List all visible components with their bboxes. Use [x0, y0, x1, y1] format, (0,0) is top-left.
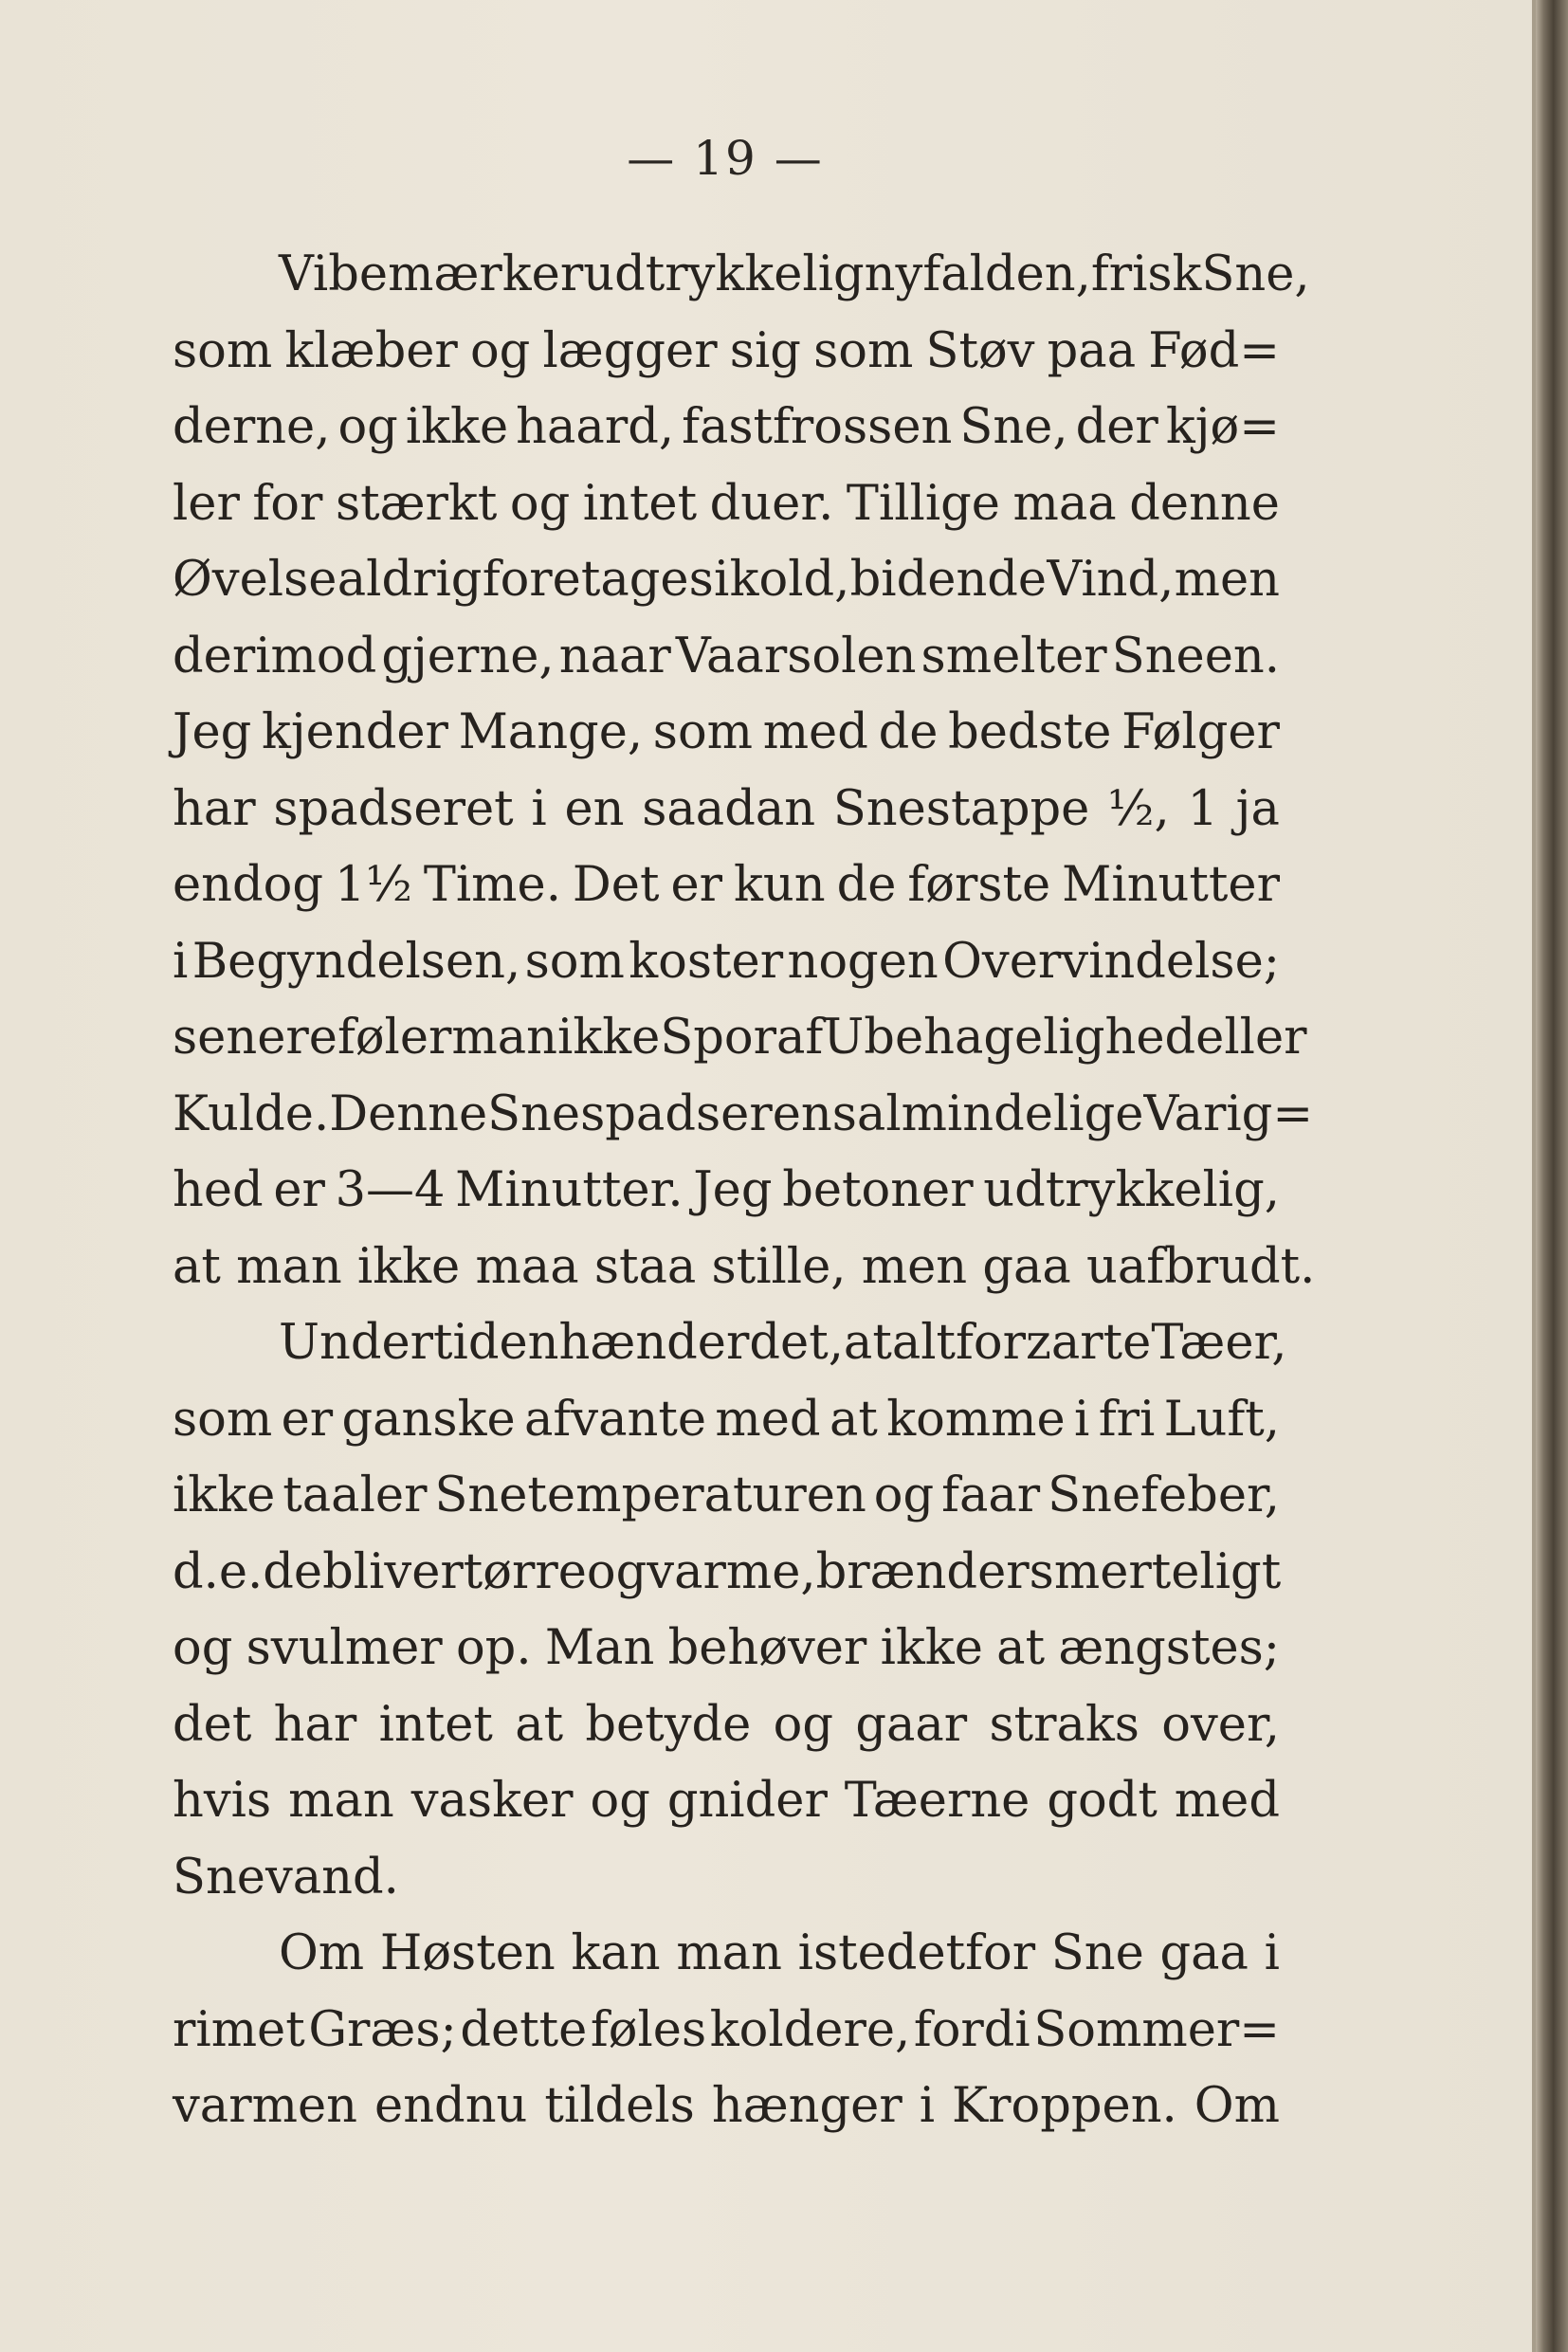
- word: Denne: [329, 1085, 488, 1142]
- text-line: [173, 772, 1280, 848]
- text-line: [173, 237, 1310, 314]
- word: senere: [173, 1010, 337, 1066]
- word: med: [1174, 1773, 1280, 1829]
- word: zarte: [1026, 1315, 1152, 1371]
- text-line: [173, 1993, 1280, 2069]
- word: og: [586, 1543, 647, 1600]
- text-line: [173, 2069, 1280, 2145]
- body-text: [173, 237, 1316, 2145]
- word: og: [469, 322, 531, 379]
- word: Varig=: [1143, 1085, 1314, 1142]
- word: e.: [218, 1543, 264, 1600]
- word: Undertiden: [279, 1315, 559, 1371]
- word: som: [173, 1391, 273, 1448]
- word: stærkt: [335, 475, 498, 532]
- word: kold,: [729, 552, 850, 608]
- word: har: [173, 780, 256, 837]
- book-spine: [1536, 0, 1568, 2352]
- word: Fød=: [1148, 322, 1280, 379]
- word: som: [813, 322, 914, 379]
- word: i: [1264, 1925, 1280, 1981]
- word: betoner: [782, 1162, 974, 1218]
- word: duer.: [709, 475, 834, 532]
- word: ikke: [880, 1620, 983, 1676]
- word: Spor: [660, 1010, 777, 1066]
- word: og: [337, 399, 398, 455]
- word: Tillige: [846, 475, 1000, 532]
- word: det,: [749, 1315, 844, 1371]
- word: aldrig: [337, 552, 483, 608]
- text-line: [173, 1535, 1280, 1612]
- word: og: [173, 1620, 233, 1676]
- word: Snefeber,: [1048, 1468, 1280, 1523]
- word: saadan: [642, 780, 816, 837]
- word: Høsten: [379, 1925, 556, 1981]
- word: intet: [582, 475, 698, 532]
- word: derimod: [173, 628, 377, 684]
- word: sig: [729, 322, 801, 379]
- word: man: [676, 1925, 782, 1981]
- word: eller: [1195, 1010, 1307, 1066]
- word: Vi: [279, 246, 329, 302]
- word: der: [1075, 399, 1158, 455]
- word: godt: [1047, 1773, 1158, 1829]
- word: fordi: [913, 2001, 1030, 2058]
- word: som: [524, 933, 625, 990]
- word: gaa: [1159, 1925, 1249, 1981]
- text-line: [173, 924, 1280, 1001]
- word: de: [263, 1543, 323, 1600]
- word: Sneen.: [1111, 628, 1280, 684]
- word: behøver: [667, 1620, 867, 1676]
- word: som: [173, 322, 273, 379]
- word: maa: [1012, 475, 1117, 532]
- word: Kulde.: [173, 1085, 330, 1142]
- word: varme,: [647, 1543, 816, 1600]
- word: fastfrossen: [682, 399, 953, 455]
- text-line: [173, 1153, 1280, 1230]
- text-line: [173, 1077, 1314, 1154]
- word: Minutter.: [455, 1162, 684, 1218]
- word: at: [996, 1620, 1046, 1676]
- word: dette: [460, 2001, 588, 2058]
- word: Time.: [423, 857, 561, 913]
- word: ½,: [1107, 780, 1170, 837]
- word: vasker: [410, 1773, 574, 1829]
- word: derne,: [173, 399, 331, 455]
- text-line: [173, 695, 1280, 772]
- word: har: [273, 1696, 357, 1753]
- word: Sne,: [959, 399, 1068, 455]
- text-line: [173, 1000, 1307, 1077]
- word: er: [281, 1391, 334, 1448]
- word: i: [531, 780, 547, 837]
- page-number: — 19 —: [627, 131, 824, 186]
- word: hed: [173, 1162, 264, 1218]
- word: de: [878, 704, 939, 760]
- text-line: [173, 314, 1280, 391]
- word: komme: [886, 1391, 1066, 1448]
- word: Jeg: [693, 1162, 773, 1218]
- word: haard,: [516, 399, 675, 455]
- word: Ubehagelighed: [823, 1010, 1196, 1066]
- word: d.: [173, 1543, 219, 1600]
- word: Begyndelsen,: [191, 933, 521, 990]
- word: 3—4: [335, 1162, 446, 1218]
- word: ganske: [341, 1391, 516, 1448]
- word: Snetemperaturen: [434, 1468, 866, 1523]
- word: Støv: [925, 322, 1035, 379]
- word: ikke: [173, 1468, 276, 1523]
- word: bidende: [849, 552, 1048, 608]
- word: Om: [279, 1925, 365, 1981]
- word: er: [273, 1162, 325, 1218]
- word: Kroppen.: [952, 2078, 1177, 2134]
- word: bemærker: [328, 246, 584, 302]
- word: Snestappe: [832, 780, 1090, 837]
- word: kun: [734, 857, 826, 913]
- word: faar: [941, 1468, 1041, 1523]
- text-line: [173, 1687, 1280, 1764]
- word: udtrykkelig,: [983, 1162, 1280, 1218]
- word: ikke: [405, 399, 509, 455]
- word: med: [715, 1391, 821, 1448]
- word: Græs;: [308, 2001, 457, 2058]
- word: ja: [1235, 780, 1280, 837]
- word: naar: [558, 628, 671, 684]
- word: klæber: [284, 322, 458, 379]
- word: at: [515, 1696, 564, 1753]
- word: gaar: [855, 1696, 968, 1753]
- word: frisk: [1090, 246, 1202, 302]
- word: paa: [1047, 322, 1137, 379]
- word: som: [652, 704, 754, 760]
- word: nyfalden,: [864, 246, 1091, 302]
- text-line: [173, 466, 1280, 543]
- word: straks: [989, 1696, 1140, 1753]
- text-line: [173, 1458, 1280, 1535]
- text-line: [173, 619, 1280, 696]
- text-line: [173, 1916, 1280, 1993]
- word: udtrykkelig: [583, 246, 865, 302]
- word: kan: [571, 1925, 661, 1981]
- word: og: [773, 1696, 834, 1753]
- text-line: [173, 1382, 1280, 1459]
- word: første: [907, 857, 1051, 913]
- word: Tæerne: [844, 1773, 1030, 1829]
- word: i: [1074, 1391, 1090, 1448]
- word: spadseret: [273, 780, 514, 837]
- word: en: [564, 780, 625, 837]
- word: at: [843, 1315, 892, 1371]
- word: man: [451, 1010, 558, 1066]
- text-line: [173, 1305, 1287, 1382]
- text-line: [173, 848, 1280, 924]
- word: gjerne,: [381, 628, 555, 684]
- word: kjø=: [1165, 399, 1280, 455]
- word: Vaarsolen: [675, 628, 917, 684]
- text-line: [173, 542, 1280, 619]
- word: men: [1174, 552, 1280, 608]
- text-line: [173, 1763, 1280, 1840]
- word: er: [670, 857, 723, 913]
- word: Sommer=: [1033, 2001, 1280, 2058]
- word: op.: [455, 1620, 532, 1676]
- word: ængstes;: [1058, 1620, 1280, 1676]
- word: koldere,: [709, 2001, 911, 2058]
- text-line: at man ikke maa staa stille, men gaa uafbrudt.: [173, 1238, 1316, 1295]
- word: intet: [378, 1696, 493, 1753]
- word: Det: [572, 857, 660, 913]
- word: endog: [173, 857, 324, 913]
- word: hænder: [558, 1315, 750, 1371]
- word: afvante: [524, 1391, 707, 1448]
- word: brænder: [815, 1543, 1030, 1600]
- word: over,: [1161, 1696, 1280, 1753]
- word: Vind,: [1047, 552, 1175, 608]
- word: Sne,: [1201, 246, 1310, 302]
- word: foretages: [482, 552, 714, 608]
- word: almindelige: [856, 1085, 1144, 1142]
- word: Luft,: [1163, 1391, 1280, 1448]
- word: og: [509, 475, 571, 532]
- word: i: [714, 552, 730, 608]
- word: Om: [1194, 2078, 1280, 2134]
- word: altfor: [891, 1315, 1026, 1371]
- word: Overvindelse;: [942, 933, 1280, 990]
- word: smelter: [921, 628, 1107, 684]
- text-line: [173, 390, 1280, 466]
- word: lægger: [542, 322, 718, 379]
- word: Snespadserens: [487, 1085, 857, 1142]
- word: Øvelse: [173, 552, 337, 608]
- word: Sne: [1050, 1925, 1144, 1981]
- word: denne: [1129, 475, 1280, 532]
- word: hvis: [173, 1773, 272, 1829]
- word: kjender: [261, 704, 448, 760]
- word: i: [919, 2078, 936, 2134]
- word: ler: [173, 475, 240, 532]
- word: føles: [590, 2001, 707, 2058]
- word: koster: [629, 933, 784, 990]
- word: Jeg: [173, 704, 252, 760]
- word: hænger: [711, 2078, 903, 2134]
- word: nogen: [787, 933, 939, 990]
- word: i: [173, 933, 189, 990]
- word: istedetfor: [797, 1925, 1036, 1981]
- word: for: [252, 475, 323, 532]
- word: gnider: [666, 1773, 828, 1829]
- text-line: Snevand.: [173, 1849, 399, 1905]
- word: smerteligt: [1029, 1543, 1282, 1600]
- word: tørre: [463, 1543, 587, 1600]
- word: man: [288, 1773, 394, 1829]
- word: og: [590, 1773, 650, 1829]
- word: Man: [544, 1620, 655, 1676]
- word: rimet: [173, 2001, 305, 2058]
- word: bedste: [948, 704, 1112, 760]
- word: de: [836, 857, 897, 913]
- word: bliver: [322, 1543, 464, 1600]
- word: og: [873, 1468, 935, 1523]
- word: varmen: [173, 2078, 357, 2134]
- word: det: [173, 1696, 252, 1753]
- word: fri: [1098, 1391, 1156, 1448]
- word: endnu: [374, 2078, 528, 2134]
- word: tildels: [544, 2078, 695, 2134]
- word: føler: [337, 1010, 452, 1066]
- word: ikke: [557, 1010, 661, 1066]
- word: 1: [1187, 780, 1218, 837]
- word: at: [829, 1391, 878, 1448]
- word: taaler: [283, 1468, 428, 1523]
- word: svulmer: [246, 1620, 443, 1676]
- word: Tæer,: [1151, 1315, 1287, 1371]
- word: Minutter: [1062, 857, 1280, 913]
- word: betyde: [585, 1696, 752, 1753]
- word: Mange,: [458, 704, 644, 760]
- word: med: [762, 704, 868, 760]
- word: 1½: [335, 857, 412, 913]
- word: af: [776, 1010, 824, 1066]
- text-line: [173, 1611, 1280, 1687]
- word: Følger: [1121, 704, 1280, 760]
